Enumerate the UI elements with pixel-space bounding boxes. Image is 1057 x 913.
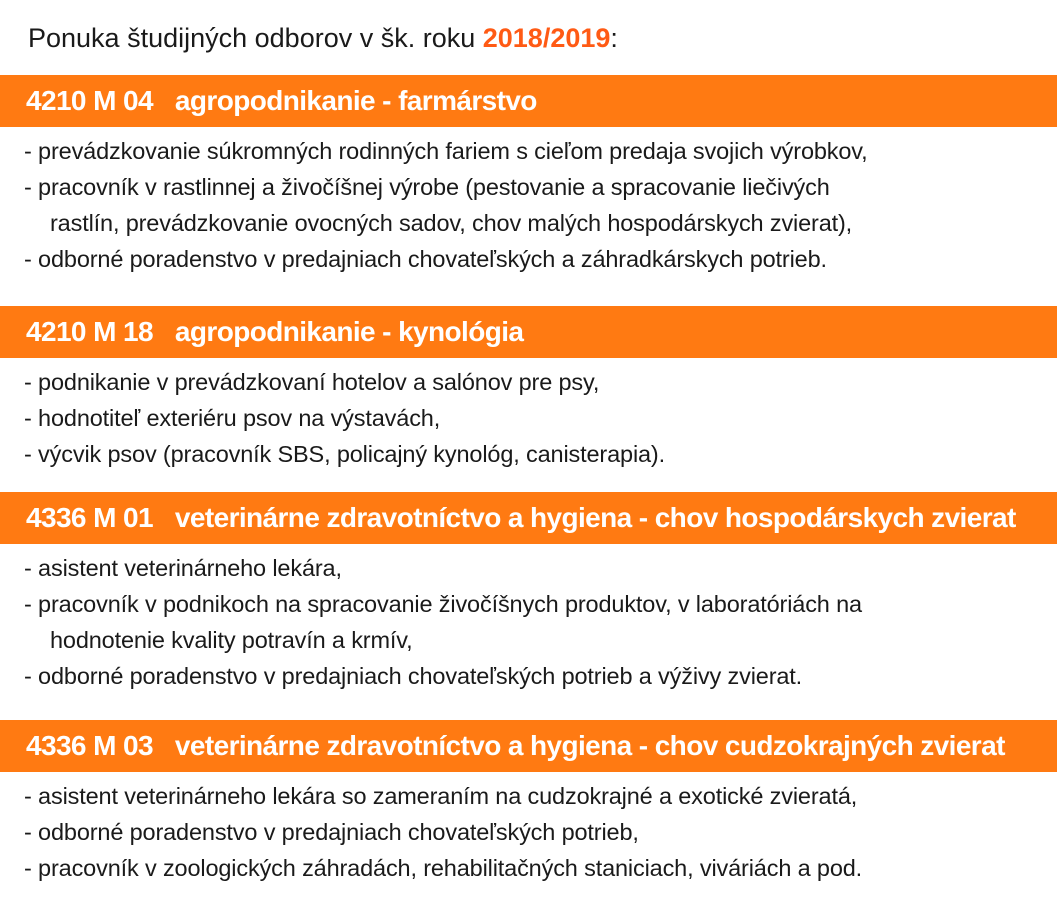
career-item-text: - prevádzkovanie súkromných rodinných fariem s cieľom predaja svojich výrobkov, bbox=[24, 138, 868, 164]
career-item-text: - pracovník v zoologických záhradách, rehabilitačných staniciach, viváriách a pod. bbox=[24, 855, 863, 881]
career-item-text: - pracovník v podnikoch na spracovanie živočíšnych produktov, v laboratóriách na bbox=[24, 591, 862, 617]
career-item bbox=[0, 814, 1057, 850]
program-name: veterinárne zdravotníctvo a hygiena - chov hospodárskych zvierat bbox=[174, 502, 1016, 533]
program-header bbox=[0, 75, 1057, 127]
career-item bbox=[0, 133, 1057, 169]
career-item bbox=[0, 850, 1057, 886]
program-header bbox=[0, 306, 1057, 358]
program-name: agropodnikanie - kynológia bbox=[174, 316, 524, 347]
career-item-text: - odborné poradenstvo v predajniach chovateľských potrieb, bbox=[24, 819, 639, 845]
career-item-text: - výcvik psov (pracovník SBS, policajný kynológ, canisterapia). bbox=[24, 441, 665, 467]
career-item bbox=[0, 400, 1057, 436]
program-code: 4210 M 04 bbox=[26, 85, 153, 116]
program-header bbox=[0, 720, 1057, 772]
program-code: 4210 M 18 bbox=[26, 316, 153, 347]
title-suffix: : bbox=[610, 23, 618, 53]
career-item-text: - asistent veterinárneho lekára, bbox=[24, 555, 342, 581]
career-list bbox=[0, 133, 1057, 277]
career-list bbox=[0, 364, 1057, 472]
career-list bbox=[0, 778, 1057, 886]
page-title bbox=[28, 16, 618, 60]
career-item bbox=[0, 436, 1057, 472]
career-item bbox=[0, 586, 1057, 658]
program-name: agropodnikanie - farmárstvo bbox=[174, 85, 537, 116]
career-item-text: - odborné poradenstvo v predajniach chovateľských a záhradkárskych potrieb. bbox=[24, 246, 827, 272]
title-prefix: Ponuka študijných odborov v šk. roku bbox=[28, 23, 483, 53]
career-item bbox=[0, 658, 1057, 694]
career-item bbox=[0, 241, 1057, 277]
program-section-4336-m-03 bbox=[0, 720, 1057, 886]
career-item bbox=[0, 778, 1057, 814]
career-item bbox=[0, 364, 1057, 400]
career-item-text: - asistent veterinárneho lekára so zameraním na cudzokrajné a exotické zvieratá, bbox=[24, 783, 858, 809]
career-item-continuation: hodnotenie kvality potravín a krmív, bbox=[50, 627, 413, 653]
career-item bbox=[0, 169, 1057, 241]
school-year: 2018/2019 bbox=[482, 23, 611, 53]
program-code: 4336 M 03 bbox=[26, 730, 153, 761]
career-item-continuation: rastlín, prevádzkovanie ovocných sadov, chov malých hospodárskych zvierat), bbox=[50, 210, 853, 236]
program-code: 4336 M 01 bbox=[26, 502, 153, 533]
program-section-4210-m-04 bbox=[0, 75, 1057, 277]
program-section-4336-m-01 bbox=[0, 492, 1057, 694]
program-header bbox=[0, 492, 1057, 544]
career-item-text: - pracovník v rastlinnej a živočíšnej výrobe (pestovanie a spracovanie liečivých bbox=[24, 174, 830, 200]
program-section-4210-m-18 bbox=[0, 306, 1057, 472]
career-item-text: - podnikanie v prevádzkovaní hotelov a salónov pre psy, bbox=[24, 369, 600, 395]
career-item bbox=[0, 550, 1057, 586]
career-list bbox=[0, 550, 1057, 694]
career-item-text: - hodnotiteľ exteriéru psov na výstavách, bbox=[24, 405, 441, 431]
program-name: veterinárne zdravotníctvo a hygiena - chov cudzokrajných zvierat bbox=[174, 730, 1005, 761]
career-item-text: - odborné poradenstvo v predajniach chovateľských potrieb a výživy zvierat. bbox=[24, 663, 803, 689]
